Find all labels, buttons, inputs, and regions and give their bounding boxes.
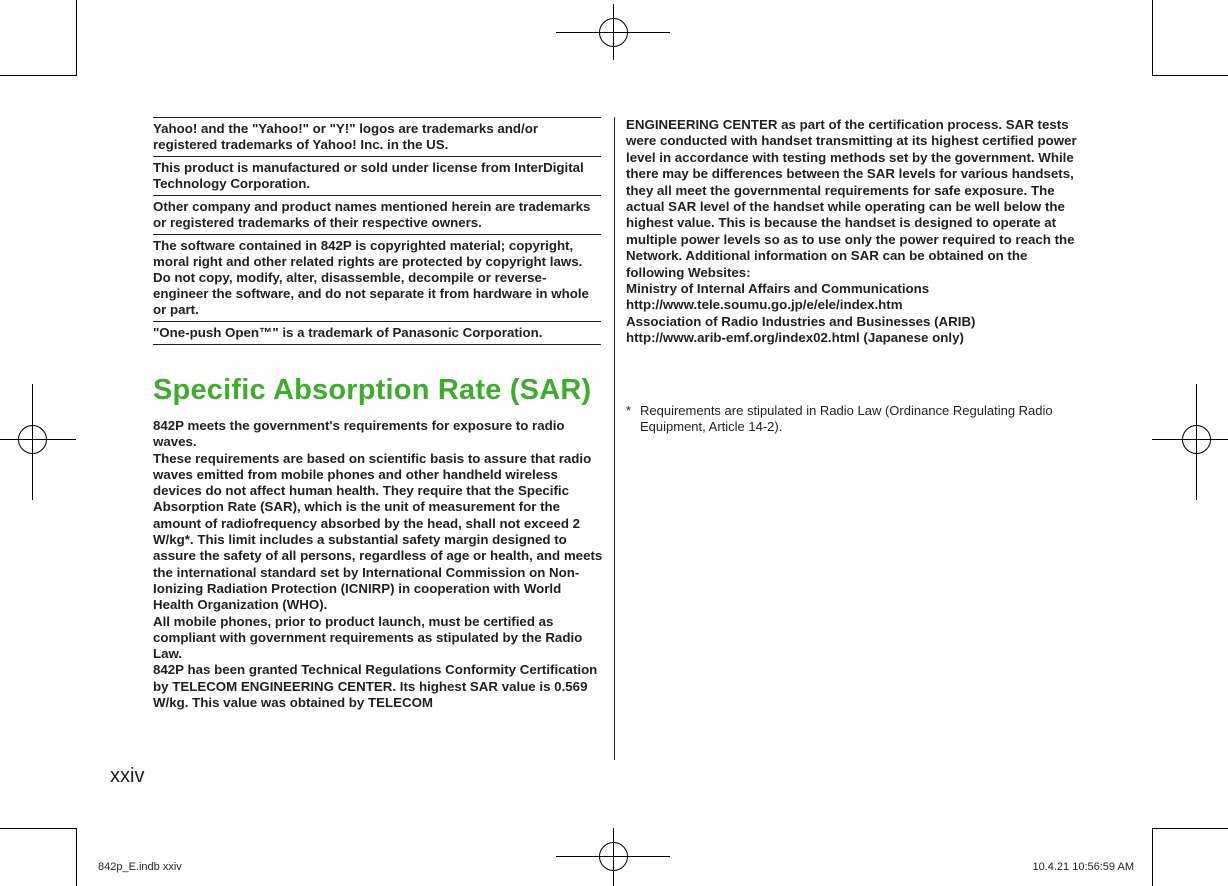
sar-paragraph: These requirements are based on scientific basis to assure that radio waves emitted from mobile phones and other handheld wireless devices do not affect human health. They require that the Specific Absorption Rate (SAR), which is the unit of measurement for the amount of radiofrequency absorbed by the head, shall not exceed 2 W/kg*. This limit includes a substantial safety margin designed to assure the safety of all persons, regardless of age or health, and meets the international standard set by International Commission on Non-Ionizing Radiation Protection (ICNIRP) in cooperation with World Health Organization (WHO). bbox=[153, 450, 603, 613]
footer-timestamp: 10.4.21 10:56:59 AM bbox=[1032, 861, 1134, 873]
trademark-note: Other company and product names mentioned herein are trademarks or registered trademarks of their respective owners. bbox=[153, 195, 601, 234]
trademark-notes bbox=[153, 117, 601, 345]
reference-line: Association of Radio Industries and Businesses (ARIB) bbox=[626, 313, 976, 329]
footnote bbox=[626, 403, 1076, 435]
sar-body bbox=[153, 418, 603, 711]
sar-continuation: ENGINEERING CENTER as part of the certification process. SAR tests were conducted with handset transmitting at its highest certified power level in accordance with testing methods set by the government. While there may be differences between the SAR levels for various handsets, they all meet the governmental requirements for safe exposure. The actual SAR level of the handset while operating can be well below the highest value. This is because the handset is designed to operate at multiple power levels so as to use only the power required to reach the Network. Additional information on SAR can be obtained on the following Websites: bbox=[626, 117, 1077, 280]
footer-file-info: 842p_E.indb xxiv bbox=[98, 861, 182, 873]
footnote-marker: * bbox=[626, 403, 632, 418]
trademark-note: This product is manufactured or sold under license from InterDigital Technology Corporation. bbox=[153, 156, 601, 195]
footnote-text: Requirements are stipulated in Radio Law (Ordinance Regulating Radio Equipment, Article 14-2). bbox=[640, 403, 1053, 434]
page-number: xxiv bbox=[110, 765, 145, 787]
column-divider bbox=[614, 117, 615, 760]
reference-url: http://www.tele.soumu.go.jp/e/ele/index.htm bbox=[626, 297, 903, 313]
reference-url: http://www.arib-emf.org/index02.html (Japanese only) bbox=[626, 330, 964, 346]
sar-paragraph: All mobile phones, prior to product launch, must be certified as compliant with government requirements as stipulated by the Radio Law. bbox=[153, 613, 583, 662]
sar-paragraph: 842P meets the government's requirements for exposure to radio waves. bbox=[153, 418, 565, 450]
reference-line: Ministry of Internal Affairs and Communications bbox=[626, 281, 930, 297]
sar-paragraph: 842P has been granted Technical Regulations Conformity Certification by TELECOM ENGINEERING CENTER. Its highest SAR value is 0.569 W/kg. This value was obtained by TELECOM bbox=[153, 662, 598, 711]
right-column bbox=[626, 117, 1078, 347]
trademark-note: Yahoo! and the "Yahoo!" or "Y!" logos are trademarks and/or registered trademarks of Yahoo! Inc. in the US. bbox=[153, 117, 601, 156]
section-title: Specific Absorption Rate (SAR) bbox=[153, 374, 592, 406]
trademark-note: "One-push Open™" is a trademark of Panasonic Corporation. bbox=[153, 321, 601, 345]
trademark-note: The software contained in 842P is copyrighted material; copyright, moral right and other related rights are protected by copyright laws. Do not copy, modify, alter, disassemble, decompile or reverse-engineer the software, and do not separate it from hardware in whole or part. bbox=[153, 234, 601, 321]
